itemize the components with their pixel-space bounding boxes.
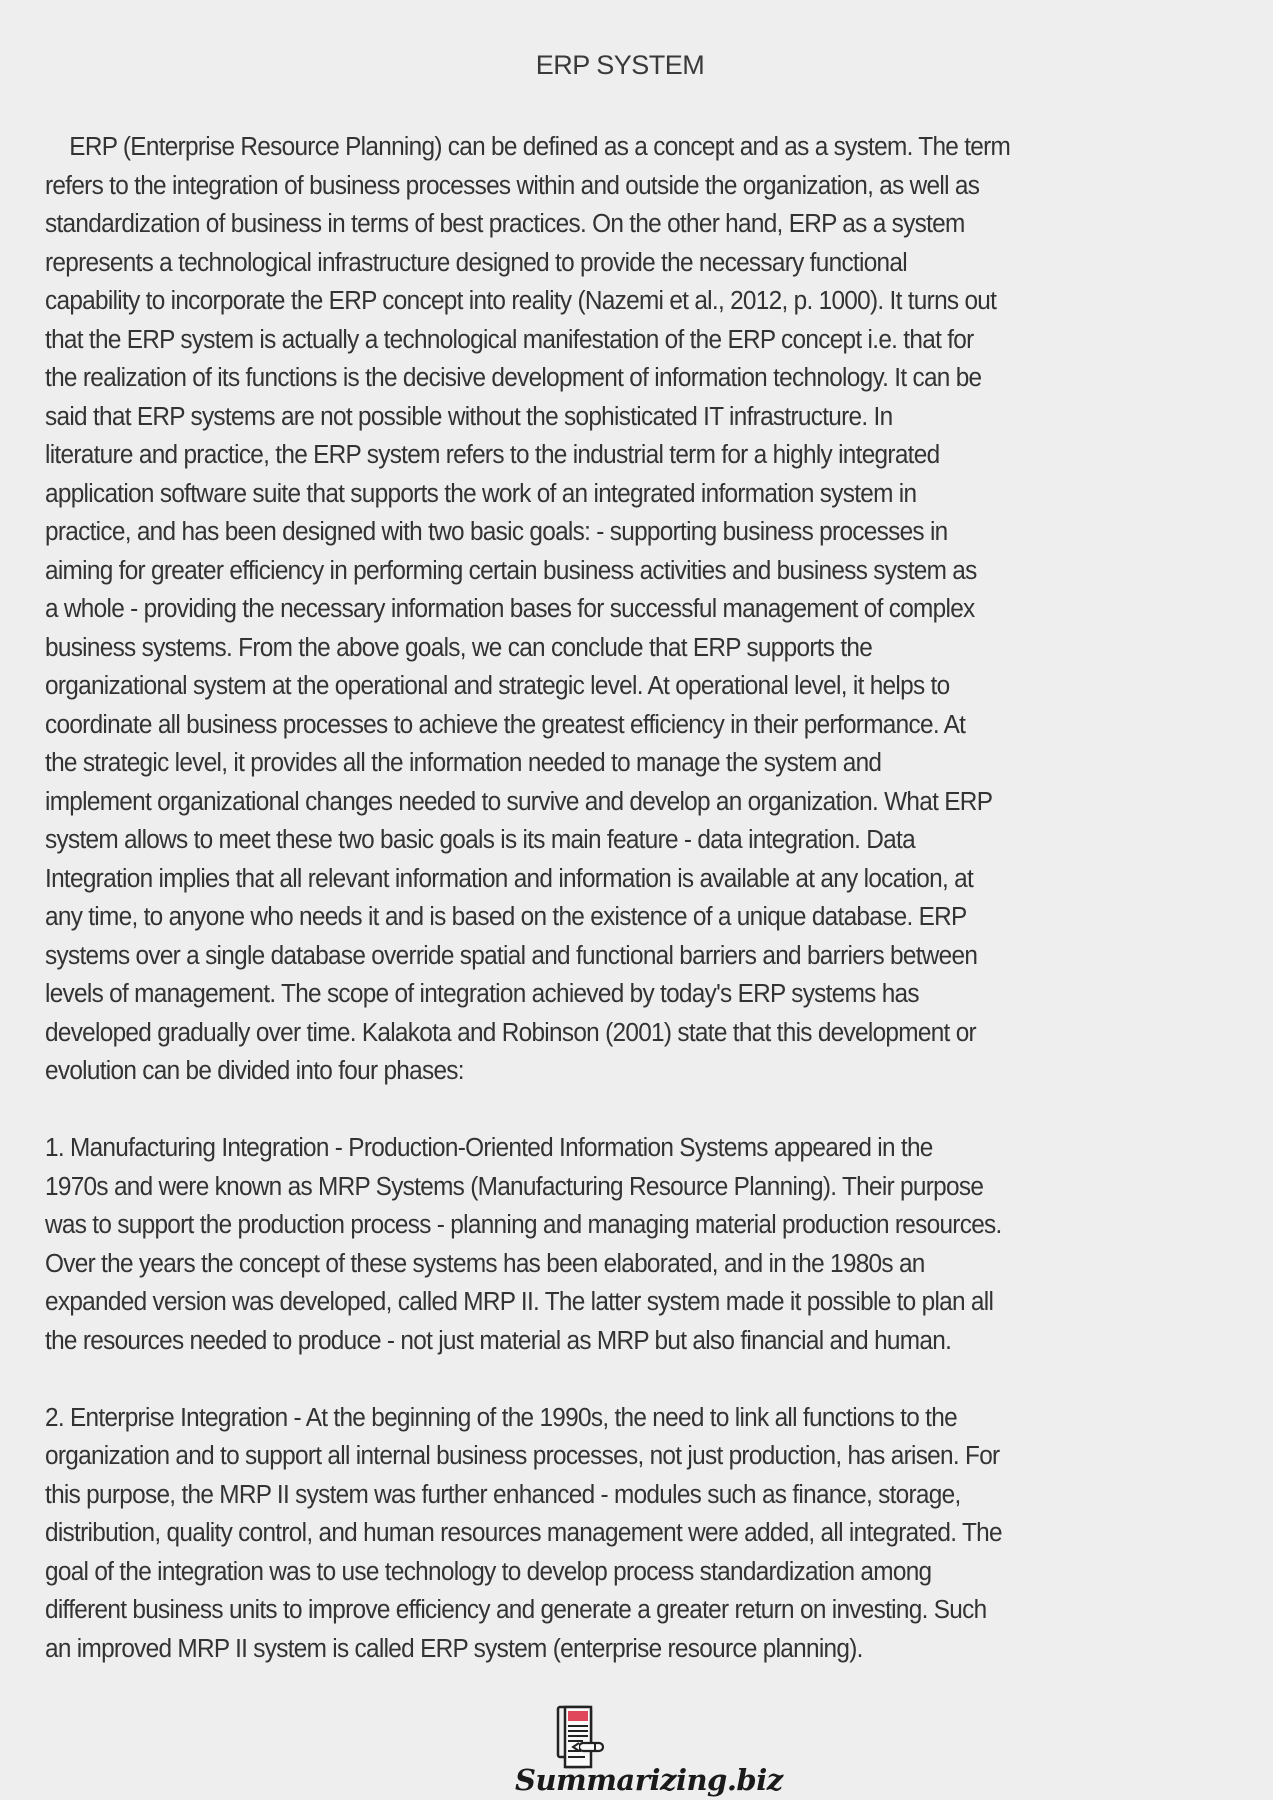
paragraph-spacer xyxy=(45,1090,1161,1129)
text-line: aiming for greater efficiency in performing certain business activities and business system as xyxy=(45,554,977,585)
text-line: application software suite that supports the work of an integrated information system in xyxy=(45,477,917,508)
text-line: a whole - providing the necessary information bases for successful management of complex xyxy=(45,593,975,623)
paragraph-phase-2 xyxy=(45,1398,1161,1668)
text-line: 2. Enterprise Integration - At the beginning of the 1990s, the need to link all functions to the xyxy=(45,1401,957,1432)
logo-text: Summarizing.biz xyxy=(515,1763,783,1797)
text-line: standardization of business in terms of best practices. On the other hand, ERP as a system xyxy=(45,208,965,238)
document-with-pen-icon xyxy=(535,1705,615,1769)
text-line: business systems. From the above goals, we can conclude that ERP supports the xyxy=(45,631,873,662)
site-logo[interactable] xyxy=(515,1705,783,1800)
text-line: the resources needed to produce - not just material as MRP but also financial and human. xyxy=(45,1324,952,1355)
text-line: distribution, quality control, and human resources management were added, all integrated. The xyxy=(45,1517,1002,1547)
text-line: practice, and has been designed with two basic goals: - supporting business processes in xyxy=(45,516,948,546)
text-line: 1970s and were known as MRP Systems (Manufacturing Resource Planning). Their purpose xyxy=(45,1170,984,1201)
text-line: literature and practice, the ERP system refers to the industrial term for a highly integrated xyxy=(45,439,940,469)
text-line: this purpose, the MRP II system was further enhanced - modules such as finance, storage, xyxy=(45,1478,961,1509)
document-body xyxy=(45,127,1161,1667)
text-line: was to support the production process - planning and managing material production resources. xyxy=(45,1209,1002,1239)
text-line: refers to the integration of business processes within and outside the organization, as well as xyxy=(45,169,980,200)
page-title: ERP SYSTEM xyxy=(535,50,705,80)
text-line: organizational system at the operational and strategic level. At operational level, it helps to xyxy=(45,670,950,700)
text-line: Integration implies that all relevant information and information is available at any location, at xyxy=(45,862,974,893)
text-line: systems over a single database override spatial and functional barriers and barriers between xyxy=(45,939,978,970)
text-line: an improved MRP II system is called ERP system (enterprise resource planning). xyxy=(45,1632,863,1663)
text-line: evolution can be divided into four phases: xyxy=(45,1055,464,1085)
text-line: any time, to anyone who needs it and is based on the existence of a unique database. ERP xyxy=(45,901,967,931)
paragraph-intro xyxy=(45,127,1161,1090)
text-line: different business units to improve efficiency and generate a greater return on investing. Such xyxy=(45,1594,987,1624)
text-line: the realization of its functions is the decisive development of information technology. It can be xyxy=(45,362,982,392)
text-line: coordinate all business processes to achieve the greatest efficiency in their performance. At xyxy=(45,708,966,739)
text-line: system allows to meet these two basic goals is its main feature - data integration. Data xyxy=(45,824,915,854)
paragraph-spacer xyxy=(45,1359,1161,1398)
text-line: developed gradually over time. Kalakota and Robinson (2001) state that this development or xyxy=(45,1016,976,1047)
text-line: ERP (Enterprise Resource Planning) can be defined as a concept and as a system. The term xyxy=(45,131,1011,161)
text-line: goal of the integration was to use technology to develop process standardization among xyxy=(45,1555,932,1586)
text-line: that the ERP system is actually a technological manifestation of the ERP concept i.e. that for xyxy=(45,323,974,354)
text-line: levels of management. The scope of integration achieved by today's ERP systems has xyxy=(45,978,919,1008)
paragraph-phase-1 xyxy=(45,1128,1161,1359)
text-line: Over the years the concept of these systems has been elaborated, and in the 1980s an xyxy=(45,1247,925,1278)
text-line: represents a technological infrastructure designed to provide the necessary functional xyxy=(45,246,907,277)
text-line: expanded version was developed, called MRP II. The latter system made it possible to plan all xyxy=(45,1286,994,1316)
text-line: 1. Manufacturing Integration - Production-Oriented Information Systems appeared in the xyxy=(45,1132,933,1162)
text-line: implement organizational changes needed to survive and develop an organization. What ERP xyxy=(45,785,993,816)
text-line: organization and to support all internal business processes, not just production, has arisen. For xyxy=(45,1440,1000,1470)
text-line: said that ERP systems are not possible without the sophisticated IT infrastructure. In xyxy=(45,400,893,431)
text-line: the strategic level, it provides all the information needed to manage the system and xyxy=(45,747,882,777)
text-line: capability to incorporate the ERP concept into reality (Nazemi et al., 2012, p. 1000). It turns out xyxy=(45,285,997,315)
